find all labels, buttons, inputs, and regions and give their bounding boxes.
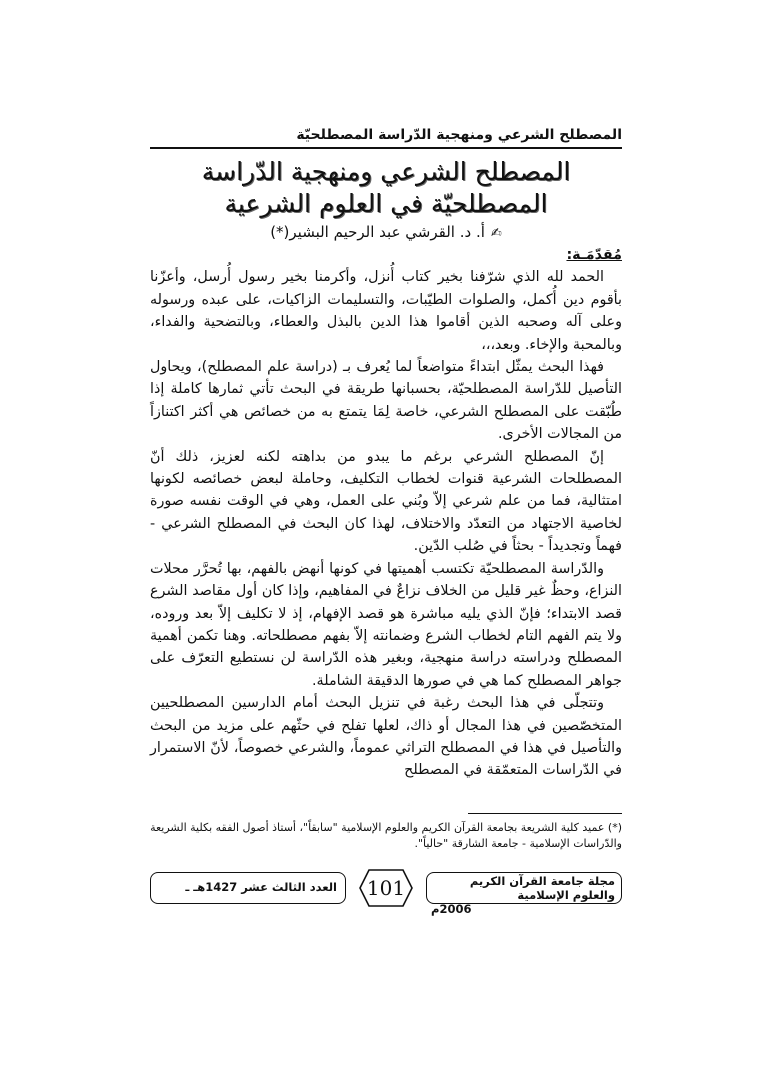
- page-number: 101: [366, 876, 406, 900]
- paragraph: فهذا البحث يمثّل ابتداءً متواضعاً لما يُعرف بـ (دراسة علم المصطلح)، ويحاول التأصيل للدّراسة المصطلحيّة، بحسبانها طريقة في البحث تأتي ثمارها كاملة إذا طُبّقت على المصطلح الشرعي، خاصة لِمَا يتمتع به من خصائص هي أكثر اكتنازاً من المجالات الأخرى.: [150, 359, 622, 443]
- running-header: المصطلح الشرعي ومنهجية الدّراسة المصطلحيّة: [296, 127, 622, 143]
- issue-label: العدد الثالث عشر 1427هـ ـ: [185, 880, 337, 894]
- footnote: (*) عميد كلية الشريعة بجامعة القرآن الكريم والعلوم الإسلامية "سابقاً"، أستاذ أصول الفقه بكلية الشريعة والدّراسات الإسلامية - جامعة الشارقة "حالياً".: [150, 821, 622, 850]
- paragraph: وتتجلّى في هذا البحث رغبة في تنزيل البحث أمام الدارسين المصطلحيين المتخصّصين في هذا المجال أو ذاك، لعلها تفلح في حثّهم على مزيد من البحث والتأصيل في هذا في المصطلح التراثي عموماً، والشرعي خصوصاً، لأنّ الاستمرار في الدّراسات المتعمّقة في المصطلح: [150, 695, 622, 779]
- paragraph: والدّراسة المصطلحيّة تكتسب أهميتها في كونها أنهض بالفهم، بها تُحرَّر محلات النزاع، وحظٌ غير قليل من الخلاف نزاعٌ في المفاهيم، وإذا كان أول مقاصد الشرع قصد الابتداء؛ فإنّ الذي يليه مباشرة هو قصد الإفهام، إذ لا تكليف إلاّ بعد وروده، ولا يتم الفهم التام لخطاب الشرع وضمانته إلاّ بفهم مصطلحاته. وهنا تكمن أهمية المصطلح ودراسته دراسة منهجية، وبغير هذه الدّراسة لن نستطيع التعرّف على جواهر المصطلح كما هي في صورها الدقيقة الشاملة.: [150, 560, 622, 689]
- footnote-rule: [468, 813, 622, 814]
- author-line: [150, 222, 622, 244]
- footer-issue-box: [150, 872, 346, 904]
- paragraph: الحمد لله الذي شرّفنا بخير كتاب أُنزل، وأكرمنا بخير رسول أُرسل، وأعزّنا بأقوم دين أُكمل، والصلوات الطيّبات، والتسليمات الزاكيات، على عبده ورسوله وعلى آله وصحبه الذين أقاموا هذا الدين بالبذل والعطاء، وبالتضحية والفداء، وبالمحبة والإخاء. وبعد،،،: [150, 269, 622, 353]
- page-footer: [150, 868, 622, 916]
- pen-icon: ✍: [490, 226, 502, 241]
- page-number-badge: [359, 868, 413, 908]
- article-title: المصطلح الشرعي ومنهجية الدّراسة المصطلحيّة في العلوم الشرعية: [201, 157, 571, 218]
- header-rule: [150, 147, 622, 149]
- paragraph: إنّ المصطلح الشرعي برغم ما يبدو من بداهته لكنه لعزيز، ذلك أنّ المصطلحات الشرعية قنوات لخطاب التكليف، وحاملة لبعض خصائصه لكونها امتثالية، فما من علم شرعي إلاّ وبُني على العمل، وهي في الوقت نفسه صورة لخاصية الاجتهاد من التعدّد والاختلاف، لهذا كان البحث في المصطلح الشرعي - فهماً وتجديداً - بحثاً في صُلب الدّين.: [150, 448, 622, 555]
- author-name: أ. د. القرشي عبد الرحيم البشير(*): [270, 223, 485, 241]
- journal-name: مجلة جامعة القرآن الكريم والعلوم الإسلامية: [469, 874, 615, 902]
- article-body: [150, 244, 622, 782]
- journal-year: 2006م: [431, 902, 472, 916]
- section-heading: مُقدّمَـة:: [566, 247, 622, 263]
- footer-journal-box: [426, 872, 622, 916]
